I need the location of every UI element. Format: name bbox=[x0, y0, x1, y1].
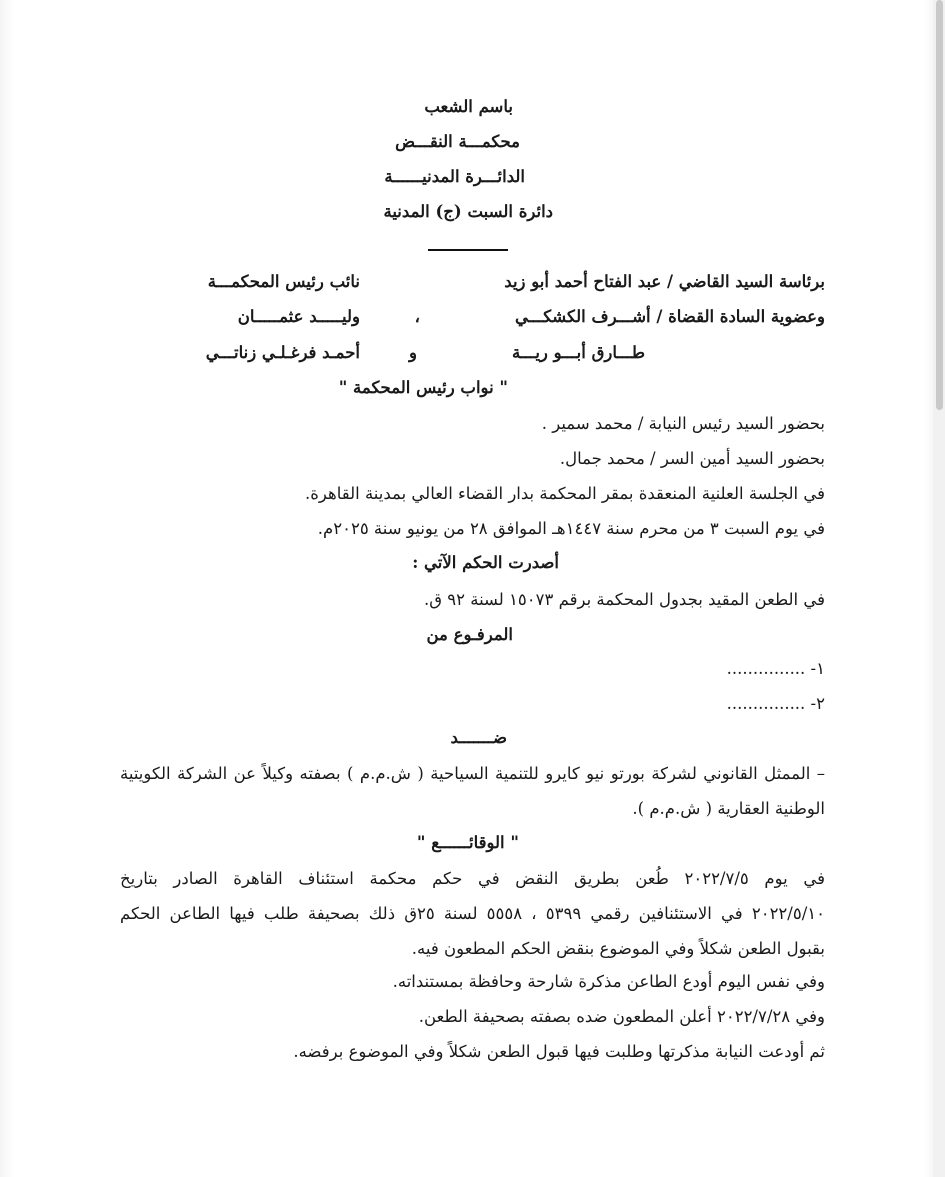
facts-paragraph-1-line-1: في يوم ٢٠٢٢/٧/٥ طُعن بطريق النقض في حكم محكمة استئناف القاهرة الصادر بتاريخ bbox=[120, 869, 825, 888]
member-walid: وليـــــد عثمـــــان bbox=[237, 307, 360, 326]
facts-paragraph-3: وفي ٢٠٢٢/٧/٢٨ أعلن المطعون ضده بصفته بصحيفة الطعن. bbox=[418, 1007, 825, 1026]
facts-paragraph-4: ثم أودعت النيابة مذكرتها وطلبت فيها قبول الطعن شكلاً وفي الموضوع برفضه. bbox=[293, 1042, 825, 1061]
appeal-number: في الطعن المقيد بجدول المحكمة برقم ١٥٠٧٣ لسنة ٩٢ ق. bbox=[423, 590, 825, 609]
appellant-2: ٢- ............... bbox=[726, 694, 825, 713]
header-line-saturday-circuit: دائرة السبت (ج) المدنية bbox=[383, 202, 553, 221]
presiding-judge: برئاسة السيد القاضي / عبد الفتاح أحمد أبو زيد bbox=[504, 272, 825, 291]
against-heading: ضـــــــد bbox=[450, 728, 507, 747]
deputies-note: " نواب رئيس المحكمة " bbox=[338, 378, 508, 397]
facts-paragraph-1-line-3: بقبول الطعن شكلاً وفي الموضوع بنقض الحكم المطعون فيه. bbox=[411, 939, 825, 958]
header-line-people: باسم الشعب bbox=[424, 97, 513, 116]
presiding-title: نائب رئيس المحكمـــة bbox=[207, 272, 360, 291]
scrollbar-thumb[interactable] bbox=[936, 0, 943, 410]
facts-paragraph-2: وفي نفس اليوم أودع الطاعن مذكرة شارحة وحافظة بمستنداته. bbox=[392, 972, 825, 991]
member-tarek: طـــارق أبـــو ريـــة bbox=[511, 343, 645, 362]
respondent-line-1: – الممثل القانوني لشركة بورتو نيو كايرو للتنمية السياحية ( ش.م.م ) بصفته وكيلاً عن الشركة الكويتية bbox=[120, 764, 825, 783]
ruling-heading: أصدرت الحكم الآتي : bbox=[412, 553, 559, 572]
session-location: في الجلسة العلنية المنعقدة بمقر المحكمة بدار القضاء العالي بمدينة القاهرة. bbox=[305, 484, 825, 503]
scrollbar[interactable] bbox=[933, 0, 945, 1177]
members-line: وعضوية السادة القضاة / أشـــرف الكشكـــي bbox=[514, 307, 825, 326]
facts-heading: " الوقائــــــع " bbox=[416, 833, 519, 852]
secretary-attendance: بحضور السيد أمين السر / محمد جمال. bbox=[559, 449, 825, 468]
header-divider bbox=[428, 249, 508, 251]
facts-paragraph-1-line-2: ٢٠٢٢/٥/١٠ في الاستئنافين رقمي ٥٣٩٩ ، ٥٥٥٨ لسنة ٢٥ق ذلك بصحيفة طلب فيها الطاعن الحكم bbox=[120, 904, 825, 923]
raised-by-heading: المرفـوع من bbox=[426, 625, 513, 644]
header-line-circuit: الدائـــرة المدنيــــــة bbox=[384, 167, 525, 186]
member-ahmed: أحمـد فرغـلـي زناتـــي bbox=[205, 343, 360, 362]
session-date: في يوم السبت ٣ من محرم سنة ١٤٤٧هـ الموافق ٢٨ من يونيو سنة ٢٠٢٥م. bbox=[317, 519, 825, 538]
respondent-line-2: الوطنية العقارية ( ش.م.م ). bbox=[632, 799, 825, 818]
members-and: و bbox=[409, 343, 417, 362]
header-line-court: محكمـــة النقـــض bbox=[395, 132, 520, 151]
appellant-1: ١- ............... bbox=[726, 659, 825, 678]
members-comma: ، bbox=[414, 307, 420, 326]
prosecution-attendance: بحضور السيد رئيس النيابة / محمد سمير . bbox=[541, 414, 825, 433]
